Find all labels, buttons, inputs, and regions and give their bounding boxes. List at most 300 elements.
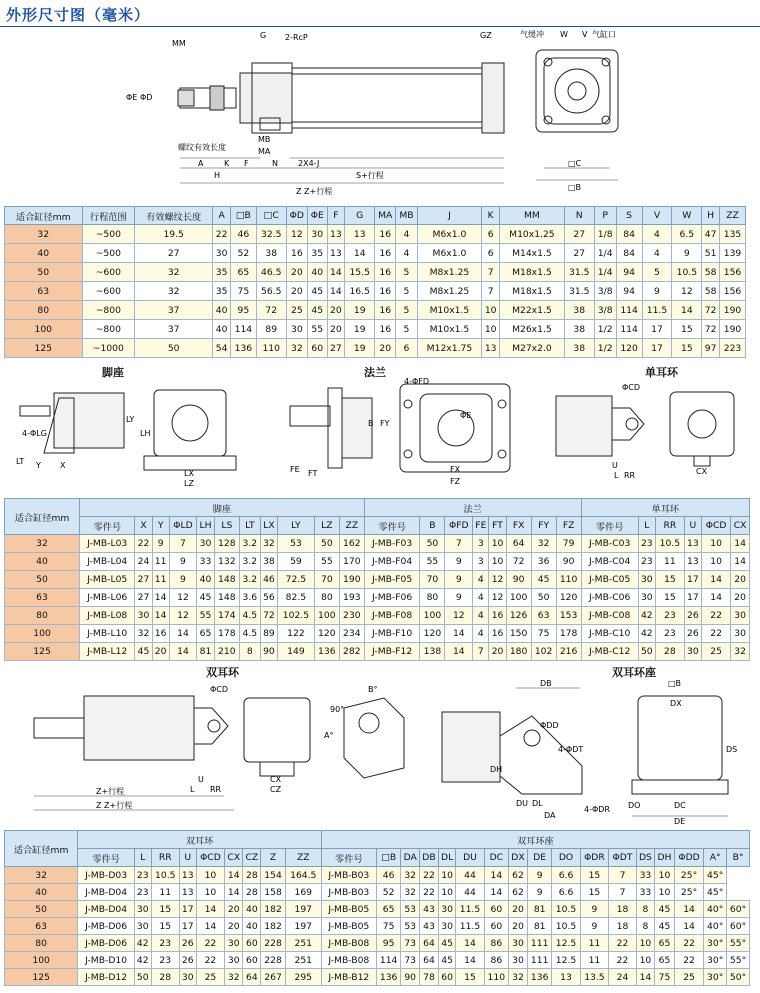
table-cell: 15 <box>672 339 702 358</box>
column-header: Z <box>261 849 285 867</box>
table-cell: J-MB-C12 <box>581 643 638 661</box>
label-qi-huan: 气缓冲 <box>520 30 544 39</box>
table-cell: 4 <box>396 225 417 244</box>
table-cell: 12 <box>489 589 506 607</box>
table-cell: 35 <box>213 282 231 301</box>
table-cell: 10 <box>636 952 654 969</box>
group-header: 法兰 <box>364 499 581 517</box>
table-cell: 14 <box>345 244 375 263</box>
table-cell: 182 <box>261 918 285 935</box>
table-cell: J-MB-C10 <box>581 625 638 643</box>
table-cell: 40 <box>213 301 231 320</box>
table-cell: 14 <box>636 969 654 986</box>
table-cell: 9 <box>445 553 473 571</box>
table-cell: M6x1.0 <box>417 244 482 263</box>
table-cell: ~500 <box>82 225 135 244</box>
table-cell: 23 <box>638 553 655 571</box>
section-title-double-ear-seat: 双耳环座 <box>612 666 656 679</box>
table-cell: J-MB-D04 <box>78 901 135 918</box>
table-cell: 9 <box>445 571 473 589</box>
column-header: J <box>417 207 482 225</box>
label-b: □B <box>568 183 582 192</box>
table-cell: 295 <box>285 969 321 986</box>
table-cell: 153 <box>556 607 581 625</box>
table-cell: 40 <box>213 320 231 339</box>
table-cell: 4 <box>642 225 672 244</box>
table-cell: J-MB-D04 <box>78 884 135 901</box>
label-c: □C <box>568 159 582 168</box>
table-cell: 20 <box>286 263 307 282</box>
label-fx: FX <box>450 465 461 474</box>
table-cell: 65 <box>230 263 256 282</box>
column-header: ΦE <box>308 207 328 225</box>
table-cell: 11 <box>580 935 609 952</box>
table-cell: 12 <box>286 225 307 244</box>
table-cell: 251 <box>285 935 321 952</box>
table-cell: 267 <box>261 969 285 986</box>
table-cell: 79 <box>556 535 581 553</box>
table-cell: J-MB-F04 <box>364 553 420 571</box>
table-cell: 14 <box>701 571 730 589</box>
table-cell: 4.5 <box>239 607 260 625</box>
label-ma: MA <box>258 147 271 156</box>
column-header: 有效螺纹长度 <box>135 207 213 225</box>
table-cell: 17 <box>179 918 196 935</box>
table-cell: 50° <box>727 969 750 986</box>
label-dt: 4-ΦDT <box>558 745 584 754</box>
table-cell: 111 <box>527 952 551 969</box>
table-cell: 70 <box>314 571 339 589</box>
table-cell: 45 <box>655 918 675 935</box>
table-cell: 114 <box>376 952 400 969</box>
table-cell: 32 <box>135 625 152 643</box>
table-header-row <box>5 207 746 225</box>
table-cell: 50 <box>135 339 213 358</box>
table-cell: 18 <box>609 918 637 935</box>
table-cell: 32 <box>135 282 213 301</box>
column-header: H <box>702 207 720 225</box>
table-cell: 33 <box>636 867 654 884</box>
column-header: 零件号 <box>78 849 135 867</box>
label-db: DB <box>540 679 552 688</box>
table-cell: 14 <box>196 901 225 918</box>
table-cell: 10 <box>655 884 675 901</box>
table-cell: 7 <box>609 867 637 884</box>
table-cell: 63 <box>5 282 83 301</box>
table-cell: 42 <box>134 952 151 969</box>
label-n: N <box>272 159 278 168</box>
table-row <box>5 225 746 244</box>
table-cell: 51 <box>702 244 720 263</box>
table-cell: 72 <box>506 553 531 571</box>
table-cell: M10x1.25 <box>500 225 565 244</box>
table-cell: J-MB-B08 <box>321 952 376 969</box>
table-cell: 26 <box>179 935 196 952</box>
table-cell: 52 <box>230 244 256 263</box>
table-cell: 90 <box>260 643 277 661</box>
table-cell: 20 <box>509 901 528 918</box>
table-cell: 22 <box>420 867 439 884</box>
table-cell: 15 <box>151 901 179 918</box>
table-cell: 11 <box>655 553 684 571</box>
table-row <box>5 244 746 263</box>
table-cell: 14 <box>169 625 197 643</box>
column-header: ΦFD <box>445 517 473 535</box>
table-cell: 50 <box>638 643 655 661</box>
table-cell: 20 <box>731 589 750 607</box>
table-cell: 4 <box>473 625 489 643</box>
table-cell: 60 <box>308 339 328 358</box>
table-cell: 30 <box>438 901 455 918</box>
table-cell: 16 <box>286 244 307 263</box>
single-ear-drawing <box>548 378 748 490</box>
column-header: FT <box>489 517 506 535</box>
table-cell: M10x1.5 <box>417 320 482 339</box>
table-cell: 27 <box>564 244 594 263</box>
table-cell: 30 <box>308 225 328 244</box>
table-cell: 64 <box>420 952 439 969</box>
table-cell: ~800 <box>82 320 135 339</box>
table-cell: 13 <box>327 244 345 263</box>
table-cell: 30 <box>438 918 455 935</box>
label-dd: ΦDD <box>540 721 559 730</box>
table-cell: 17 <box>642 320 672 339</box>
table-cell: 14 <box>152 607 169 625</box>
table-cell: 3.2 <box>239 571 260 589</box>
table-cell: 75 <box>531 625 556 643</box>
label-ft: FT <box>308 469 318 478</box>
table-cell: 31.5 <box>564 263 594 282</box>
table-cell: 11.5 <box>456 901 484 918</box>
table-cell: 73 <box>401 935 420 952</box>
table-cell: 62 <box>509 867 528 884</box>
table-cell: 156 <box>719 263 745 282</box>
table-cell: 13 <box>482 339 500 358</box>
table-cell: 46 <box>260 571 277 589</box>
table-cell: 38 <box>260 553 277 571</box>
group-header: 双耳环 <box>78 831 321 849</box>
table-cell: 22 <box>609 952 637 969</box>
table-cell: 40 <box>5 884 78 901</box>
table-cell: 14 <box>456 952 484 969</box>
column-header: Y <box>152 517 169 535</box>
table-cell: 228 <box>261 935 285 952</box>
table-cell: 15 <box>580 884 609 901</box>
table-cell: 120 <box>420 625 445 643</box>
table-cell: 178 <box>214 625 239 643</box>
label-rr: RR <box>624 471 636 480</box>
table-cell: 15 <box>580 867 609 884</box>
table-cell: 58 <box>702 282 720 301</box>
table-cell: 22 <box>701 625 730 643</box>
column-header: CZ <box>243 849 261 867</box>
table-cell: 10.5 <box>655 535 684 553</box>
table-cell: 11 <box>152 553 169 571</box>
table-cell: 89 <box>256 320 286 339</box>
table-cell: 24 <box>135 553 152 571</box>
label-k: K <box>224 159 230 168</box>
table-cell: 9 <box>527 884 551 901</box>
table-cell: 10 <box>636 935 654 952</box>
table-cell: 10 <box>196 884 225 901</box>
table-row <box>5 282 746 301</box>
table-cell: 8 <box>239 643 260 661</box>
table-cell: 82.5 <box>278 589 315 607</box>
table-cell: 15 <box>456 969 484 986</box>
column-header: □C <box>256 207 286 225</box>
table-cell: 65 <box>655 952 675 969</box>
table-cell: 47 <box>702 225 720 244</box>
table-cell: 45 <box>308 301 328 320</box>
table-cell: 6.6 <box>552 867 580 884</box>
column-header: ΦCD <box>196 849 225 867</box>
table-cell: 5 <box>396 320 417 339</box>
table-cell: M10x1.5 <box>417 301 482 320</box>
table-cell: J-MB-F10 <box>364 625 420 643</box>
table-cell: 100 <box>506 589 531 607</box>
table-cell: M12x1.75 <box>417 339 482 358</box>
foot-drawing <box>14 378 244 490</box>
label-fd: 4-ΦFD <box>404 378 430 386</box>
table-cell: 45 <box>655 901 675 918</box>
table-cell: 14 <box>445 625 473 643</box>
table-cell: 46 <box>230 225 256 244</box>
table-cell: 11.5 <box>642 301 672 320</box>
label-lh: LH <box>140 429 151 438</box>
table-cell: 30 <box>225 935 243 952</box>
column-header: LX <box>260 517 277 535</box>
table-cell: 7 <box>482 263 500 282</box>
table-cell: J-MB-D03 <box>78 867 135 884</box>
label-de: DE <box>674 817 686 826</box>
label-fy: FY <box>380 419 390 428</box>
table-cell: 19.5 <box>135 225 213 244</box>
table-cell: 16 <box>152 625 169 643</box>
table-cell: 6 <box>396 339 417 358</box>
table-cell: 138 <box>420 643 445 661</box>
table-cell: 125 <box>5 969 78 986</box>
table-cell: 25 <box>701 643 730 661</box>
table-cell: 23 <box>151 952 179 969</box>
table-cell: 30 <box>509 935 528 952</box>
table-cell: M18x1.5 <box>500 263 565 282</box>
column-header: ZZ <box>719 207 745 225</box>
column-header: LS <box>214 517 239 535</box>
table-cell: 73 <box>401 952 420 969</box>
table-cell: 10 <box>701 535 730 553</box>
table-cell: 4 <box>473 589 489 607</box>
table-cell: 14 <box>152 589 169 607</box>
table-cell: M27x2.0 <box>500 339 565 358</box>
table-cell: 30 <box>509 952 528 969</box>
table-cell: 36 <box>531 553 556 571</box>
table-cell: 50 <box>420 535 445 553</box>
table-row <box>5 884 750 901</box>
table-row <box>5 571 750 589</box>
table-row <box>5 935 750 952</box>
table-cell: 16.5 <box>345 282 375 301</box>
table-cell: 45° <box>704 884 727 901</box>
table-cell: 30 <box>179 969 196 986</box>
section-title-single-ear: 单耳环 <box>645 366 678 379</box>
table-cell: 14 <box>701 589 730 607</box>
table-row <box>5 643 750 661</box>
table-row <box>5 901 750 918</box>
table-cell: 20 <box>509 918 528 935</box>
table-cell: 7 <box>482 282 500 301</box>
table-cell: J-MB-D06 <box>78 935 135 952</box>
label-v: V <box>582 30 588 39</box>
table-cell: 10 <box>482 301 500 320</box>
table-cell: 27 <box>135 244 213 263</box>
column-header: 零件号 <box>321 849 376 867</box>
table-cell: 65 <box>655 935 675 952</box>
table-cell: 14 <box>169 643 197 661</box>
column-header: P <box>594 207 616 225</box>
column-header: LY <box>278 517 315 535</box>
section-title-foot: 脚座 <box>102 366 124 379</box>
label-s: S+行程 <box>356 171 384 180</box>
table-cell: 14 <box>672 301 702 320</box>
table-cell: 100 <box>420 607 445 625</box>
column-header: B <box>420 517 445 535</box>
table-cell: 100 <box>5 320 83 339</box>
table-cell: 38 <box>564 339 594 358</box>
table-cell: 13 <box>552 969 580 986</box>
table-cell: 40 <box>308 263 328 282</box>
table-cell: 6 <box>482 244 500 263</box>
table-cell: J-MB-F08 <box>364 607 420 625</box>
table-cell: 22 <box>701 607 730 625</box>
title-rule <box>0 26 760 27</box>
table-cell: 30 <box>286 320 307 339</box>
table-cell: 30° <box>704 952 727 969</box>
table-cell: 14 <box>484 884 508 901</box>
table-cell: 37 <box>135 301 213 320</box>
table-cell: 38 <box>564 320 594 339</box>
table-cell: 11 <box>580 952 609 969</box>
label-z: Z+行程 <box>96 787 125 796</box>
table-cell: 10.5 <box>552 901 580 918</box>
table-cell: 136 <box>230 339 256 358</box>
label-j: 2X4-J <box>298 159 320 168</box>
table-cell: 102.5 <box>278 607 315 625</box>
table-cell: 4 <box>396 244 417 263</box>
table-row <box>5 535 750 553</box>
table-cell: 78 <box>420 969 439 986</box>
table-cell: 6.6 <box>552 884 580 901</box>
table-row <box>5 263 746 282</box>
table-cell: 30° <box>704 969 727 986</box>
table-cell: 1/2 <box>594 320 616 339</box>
table-cell: 55 <box>308 320 328 339</box>
table-cell: 16 <box>375 225 396 244</box>
label-gz: GZ <box>480 31 492 40</box>
table-cell: 1/8 <box>594 225 616 244</box>
label-90: 90° <box>330 705 345 714</box>
column-header: FE <box>473 517 489 535</box>
table-cell: 27 <box>327 339 345 358</box>
table-cell: 10 <box>655 867 675 884</box>
table-row <box>5 301 746 320</box>
table-cell: 40 <box>5 244 83 263</box>
table-group-row <box>5 831 750 849</box>
label-b: B <box>368 419 374 428</box>
table-cell: 65 <box>197 625 215 643</box>
mount-table <box>4 498 750 661</box>
column-header: □B <box>376 849 400 867</box>
column-header: ZZ <box>285 849 321 867</box>
table-cell: 45 <box>531 571 556 589</box>
table-cell: 84 <box>616 244 642 263</box>
table-cell: 228 <box>261 952 285 969</box>
table-cell: 72.5 <box>278 571 315 589</box>
table-cell: J-MB-C05 <box>581 571 638 589</box>
table-cell: 44 <box>456 884 484 901</box>
table-cell: 30 <box>638 571 655 589</box>
table-cell: 30 <box>684 643 701 661</box>
table-cell: 55 <box>420 553 445 571</box>
table-cell: 19 <box>345 301 375 320</box>
table-cell: 9 <box>152 535 169 553</box>
table-cell: 139 <box>719 244 745 263</box>
table-cell: 10.5 <box>672 263 702 282</box>
table-cell: 45 <box>197 589 215 607</box>
table-cell: 100 <box>5 952 78 969</box>
label-cz: CZ <box>270 785 282 794</box>
table-cell: 81 <box>197 643 215 661</box>
table-cell: 14 <box>456 935 484 952</box>
table-cell: 32 <box>731 643 750 661</box>
column-header: N <box>564 207 594 225</box>
table-cell: 7 <box>445 535 473 553</box>
table-cell: 10 <box>196 867 225 884</box>
column-header: DS <box>636 849 654 867</box>
table-cell: J-MB-C04 <box>581 553 638 571</box>
table-cell: 55° <box>727 935 750 952</box>
table-cell: 50 <box>134 969 151 986</box>
label-bsq: □B <box>668 679 682 688</box>
table-cell: 12 <box>169 589 197 607</box>
table-row <box>5 339 746 358</box>
table-cell: 45 <box>308 282 328 301</box>
table-cell: 14 <box>327 282 345 301</box>
table-cell: 154 <box>261 867 285 884</box>
table-cell: 24 <box>609 969 637 986</box>
column-header: ΦD <box>286 207 307 225</box>
column-header: 零件号 <box>80 517 135 535</box>
table-row <box>5 553 750 571</box>
table-cell: 25 <box>674 969 703 986</box>
table-cell: 32 <box>225 969 243 986</box>
table-cell: 15.5 <box>345 263 375 282</box>
table-cell: 20 <box>327 301 345 320</box>
label-rcp: 2-RcP <box>285 33 308 42</box>
table-cell: 5 <box>396 301 417 320</box>
table-cell: 3.2 <box>239 553 260 571</box>
table-cell: J-MB-C06 <box>581 589 638 607</box>
table-cell: 63 <box>5 589 80 607</box>
table-cell: 114 <box>616 320 642 339</box>
table-cell: 136 <box>527 969 551 986</box>
table-cell: 60 <box>243 935 261 952</box>
table-cell: 282 <box>339 643 364 661</box>
table-cell: 33 <box>636 884 654 901</box>
label-b-deg: B° <box>368 685 378 694</box>
table-cell: 55 <box>197 607 215 625</box>
table-cell: 80 <box>5 935 78 952</box>
label-zz: Z Z+行程 <box>96 801 133 810</box>
